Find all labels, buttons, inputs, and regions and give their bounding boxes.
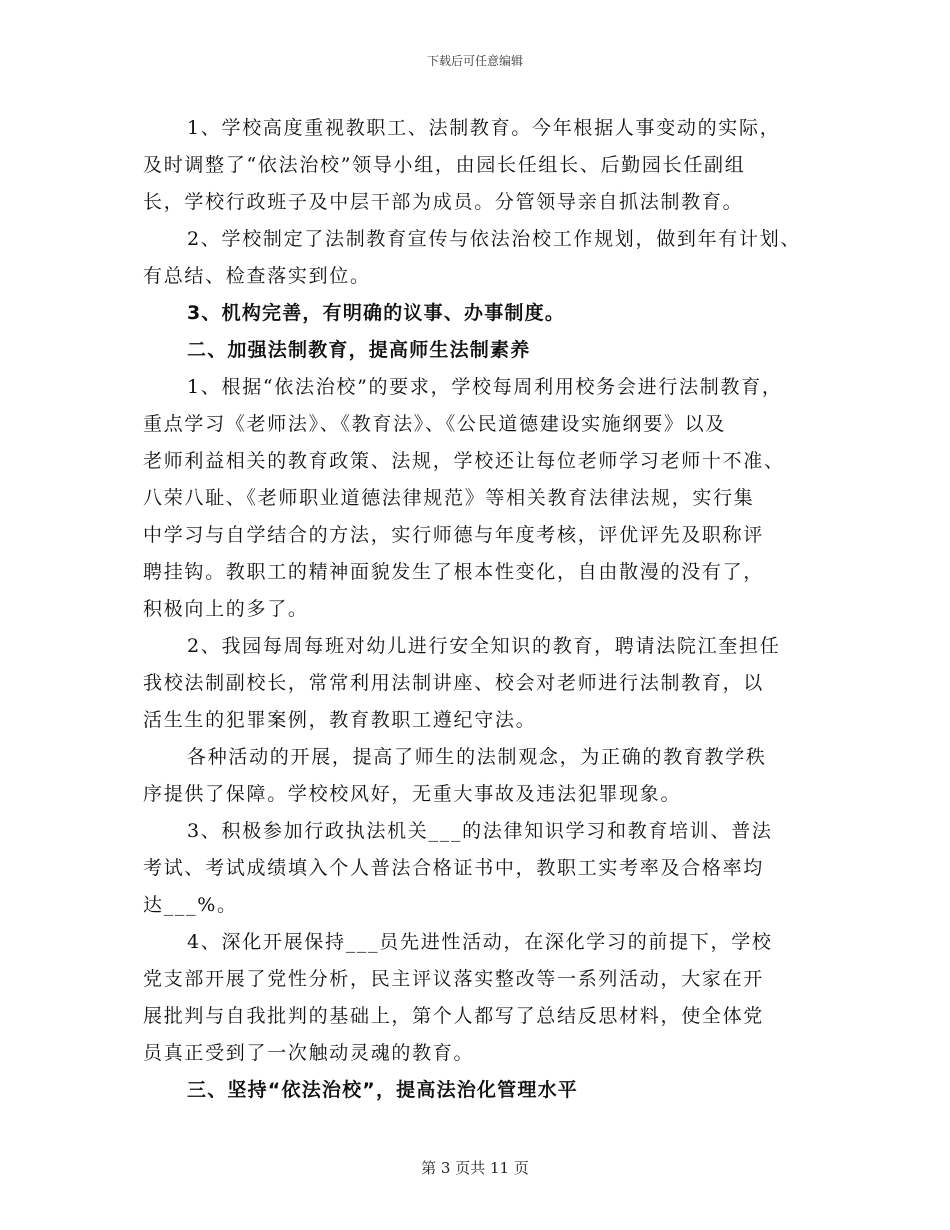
text-line: 4、深化开展保持___员先进性活动，在深化学习的前提下，学校 — [187, 931, 773, 953]
text-line: 我校法制副校长，常常利用法制讲座、校会对老师进行法制教育，以 — [143, 672, 765, 694]
text-line: 1、学校高度重视教职工、法制教育。今年根据人事变动的实际， — [187, 117, 781, 139]
document-body — [143, 110, 807, 1109]
text-line: 序提供了保障。学校校风好，无重大事故及违法犯罪现象。 — [143, 783, 682, 805]
heading-line: 三、坚持“依法治校”，提高法治化管理水平 — [187, 1079, 578, 1101]
text-line: 考试、考试成绩填入个人普法合格证书中，教职工实考率及合格率均 — [143, 857, 765, 879]
text-line: 2、我园每周每班对幼儿进行安全知识的教育，聘请法院江奎担任 — [187, 635, 781, 657]
text-line: 3、积极参加行政执法机关___的法律知识学习和教育培训、普法 — [187, 820, 773, 842]
text-line: 达___%。 — [143, 894, 238, 916]
text-line: 中学习与自学结合的方法，实行师德与年度考核，评优评先及职称评 — [143, 524, 765, 546]
page-header: 下载后可任意编辑 — [426, 54, 523, 68]
text-line: 展批判与自我批判的基础上，第个人都写了总结反思材料，使全体党 — [143, 1005, 765, 1027]
heading-line: 二、加强法制教育，提高师生法制素养 — [187, 339, 531, 361]
page-footer: 第 3 页共 11 页 — [421, 1159, 529, 1177]
text-line: 重点学习《老师法》、《教育法》、《公民道德建设实施纲要》以及 — [143, 413, 727, 435]
text-line: 聘挂钩。教职工的精神面貌发生了根本性变化，自由散漫的没有了， — [143, 561, 765, 583]
text-line: 积极向上的多了。 — [143, 598, 309, 620]
text-line: 有总结、检查落实到位。 — [143, 265, 371, 287]
text-line: 八荣八耻、《老师职业道德法律规范》等相关教育法律法规，实行集 — [143, 487, 755, 509]
text-line: 2、学校制定了法制教育宣传与依法治校工作规划，做到年有计划、 — [187, 228, 802, 250]
text-line: 各种活动的开展，提高了师生的法制观念，为正确的教育教学秩 — [187, 746, 767, 768]
text-line: 长，学校行政班子及中层干部为成员。分管领导亲自抓法制教育。 — [143, 191, 744, 213]
text-line: 及时调整了“依法治校”领导小组，由园长任组长、后勤园长任副组 — [143, 154, 746, 176]
text-line: 员真正受到了一次触动灵魂的教育。 — [143, 1042, 475, 1064]
text-line: 党支部开展了党性分析，民主评议落实整改等一系列活动，大家在开 — [143, 968, 765, 990]
text-line: 1、根据“依法治校”的要求，学校每周利用校务会进行法制教育， — [187, 376, 783, 398]
heading-line: 3、机构完善，有明确的议事、办事制度。 — [187, 302, 566, 324]
text-line: 老师利益相关的教育政策、法规，学校还让每位老师学习老师十不准、 — [143, 450, 785, 472]
text-line: 活生生的犯罪案例，教育教职工遵纪守法。 — [143, 709, 537, 731]
